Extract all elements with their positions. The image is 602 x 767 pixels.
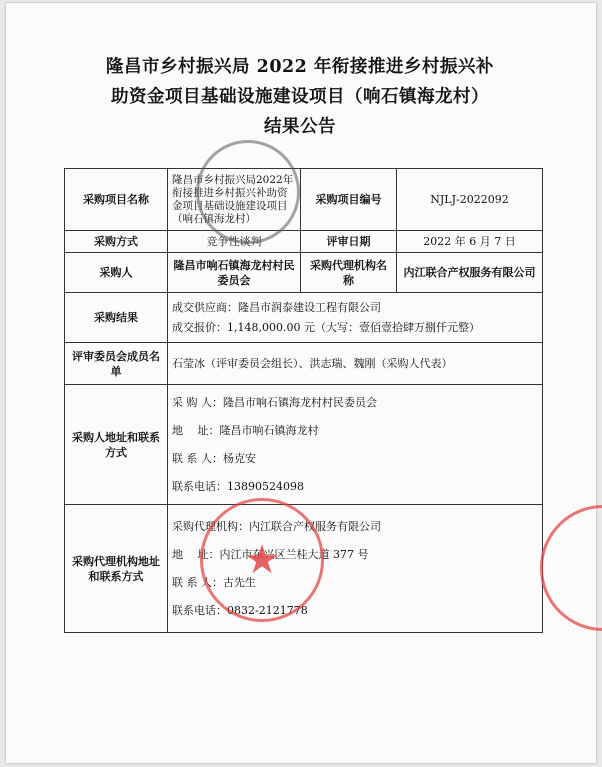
agency-phone-line: 联系电话：0832-2121778: [172, 603, 308, 617]
label-project-no: 采购项目编号: [301, 169, 397, 231]
title-line-2: 助资金项目基础设施建设项目（响石镇海龙村）: [111, 87, 489, 107]
table-row: [65, 343, 543, 385]
agency-contact-cell: [168, 505, 543, 633]
table-row: [65, 293, 543, 343]
result-cell: [168, 293, 543, 343]
table-row: [65, 505, 543, 633]
buyer-address-line: 地 址：隆昌市响石镇海龙村: [172, 423, 319, 437]
document-title: [60, 52, 540, 142]
table-row: [65, 231, 543, 253]
table-row: [65, 169, 543, 231]
label-committee: 评审委员会成员名单: [65, 343, 168, 385]
label-review-date: 评审日期: [301, 231, 397, 253]
label-project-name: 采购项目名称: [65, 169, 168, 231]
buyer-phone-line: 联系电话：13890524098: [172, 479, 304, 493]
agency-contact-line: 联 系 人：古先生: [172, 575, 256, 589]
project-no-value: NJLJ-2022092: [397, 169, 543, 231]
buyer-line: 采 购 人：隆昌市响石镇海龙村村民委员会: [172, 395, 377, 409]
label-agency: 采购代理机构名称: [301, 253, 397, 293]
committee-members: 石莹冰（评审委员会组长）、洪志瑞、魏刚（采购人代表）: [168, 343, 543, 385]
label-result: 采购结果: [65, 293, 168, 343]
result-table: [64, 168, 543, 633]
buyer-contact-cell: [168, 385, 543, 505]
title-line-1: 隆昌市乡村振兴局 2022 年衔接推进乡村振兴补: [106, 57, 494, 77]
label-buyer: 采购人: [65, 253, 168, 293]
star-icon: ★: [244, 537, 280, 583]
table-row: [65, 385, 543, 505]
buyer-contact-line: 联 系 人：杨克安: [172, 451, 256, 465]
title-line-3: 结果公告: [264, 117, 336, 137]
label-agency-contact: 采购代理机构地址和联系方式: [65, 505, 168, 633]
supplier-line: 成交供应商：隆昌市润泰建设工程有限公司: [172, 300, 381, 314]
buyer-value: 隆昌市响石镇海龙村村民委员会: [168, 253, 301, 293]
price-line: 成交报价：1,148,000.00 元（大写：壹佰壹拾肆万捌仟元整）: [172, 320, 480, 334]
project-name-value: 隆昌市乡村振兴局2022年衔接推进乡村振兴补助资金项目基础设施建设项目（响石镇海龙村）: [168, 169, 301, 231]
method-value: 竞争性谈判: [168, 231, 301, 253]
review-date-value: 2022 年 6 月 7 日: [397, 231, 543, 253]
agency-address-line: 地 址：内江市东兴区兰桂大道 377 号: [172, 547, 369, 561]
label-buyer-contact: 采购人地址和联系方式: [65, 385, 168, 505]
agency-value: 内江联合产权服务有限公司: [397, 253, 543, 293]
agency-line: 采购代理机构：内江联合产权服务有限公司: [172, 519, 381, 533]
table-row: [65, 253, 543, 293]
label-method: 采购方式: [65, 231, 168, 253]
